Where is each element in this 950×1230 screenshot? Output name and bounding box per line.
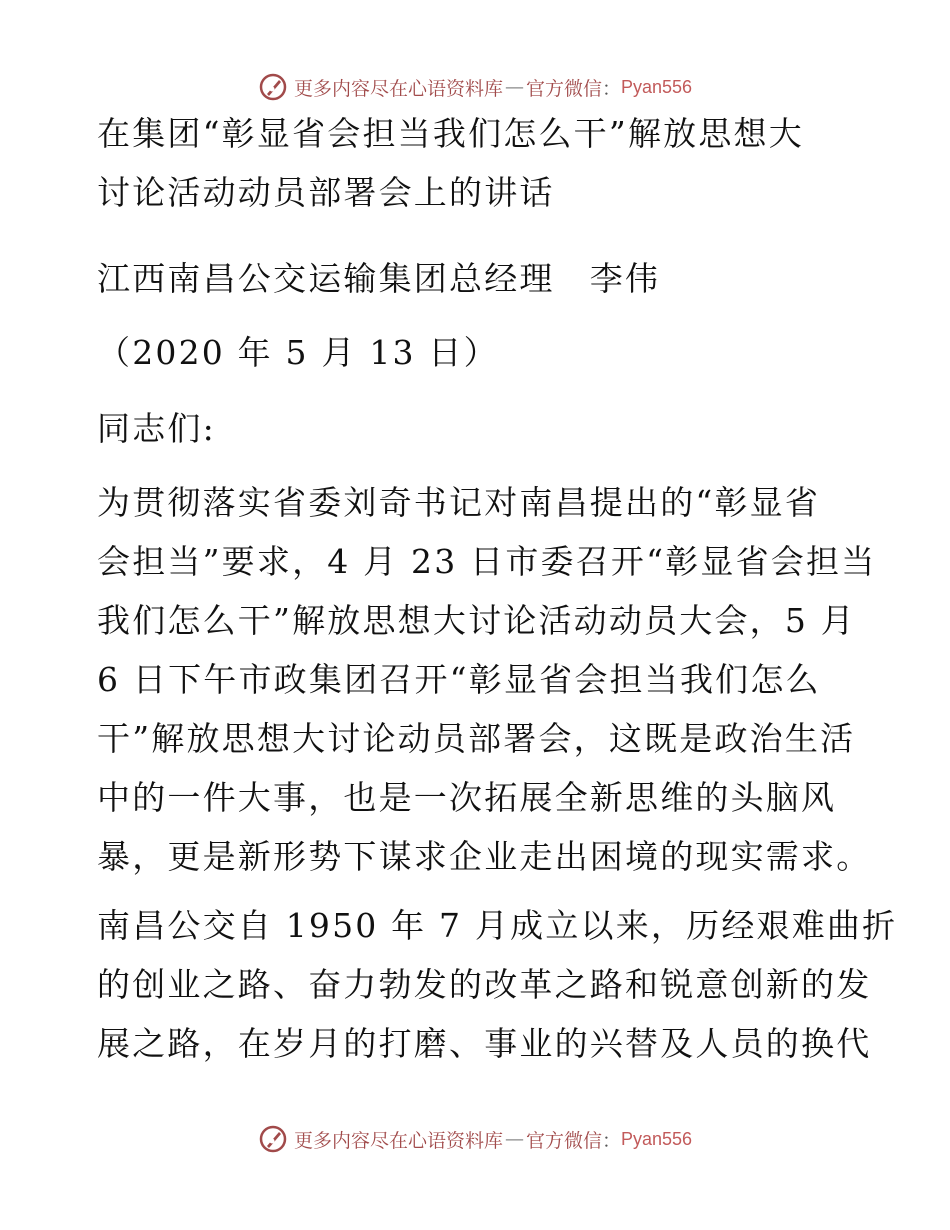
paragraph-line: 暴，更是新形势下谋求企业走出困境的现实需求。 (97, 837, 872, 876)
watermark-text: 更多内容尽在心语资料库 (293, 1129, 503, 1152)
author-line (97, 249, 857, 308)
paragraph-line: 中的一件大事，也是一次拓展全新思维的头脑风 (97, 778, 837, 817)
watermark-colon: ： (601, 77, 621, 100)
quill-logo-icon (258, 1124, 288, 1154)
paragraph-line: 6 日下午市政集团召开“彰显省会担当我们怎么 (97, 660, 821, 699)
quill-logo-icon (258, 72, 288, 102)
title-line: 讨论活动动员部署会上的讲话 (97, 173, 555, 212)
paragraph-line: 南昌公交自 1950 年 7 月成立以来，历经艰难曲折 (97, 906, 898, 945)
paragraph-line: 的创业之路、奋力勃发的改革之路和锐意创新的发 (97, 965, 872, 1004)
paragraph-2 (97, 896, 898, 1073)
document-title (97, 104, 857, 222)
watermark-colon: ： (601, 1129, 621, 1152)
watermark-text: 更多内容尽在心语资料库 (293, 77, 503, 100)
salutation-text: 同志们: (97, 409, 216, 448)
watermark-separator: — (504, 1128, 524, 1150)
paragraph-line: 展之路，在岁月的打磨、事业的兴替及人员的换代 (97, 1024, 872, 1063)
paragraph-line: 我们怎么干”解放思想大讨论活动动员大会，5 月 (97, 601, 856, 640)
title-line: 在集团“彰显省会担当我们怎么干”解放思想大 (97, 114, 804, 153)
watermark-banner-bottom (0, 1124, 950, 1154)
watermark-wechat-id: Pyan556 (620, 76, 693, 97)
watermark-separator: — (504, 76, 524, 98)
date-line (97, 323, 857, 382)
author-text: 江西南昌公交运输集团总经理 李伟 (97, 259, 661, 298)
watermark-wechat-label: 官方微信 (525, 1129, 602, 1152)
watermark-banner-top (0, 72, 950, 102)
paragraph-line: 干”解放思想大讨论动员部署会，这既是政治生活 (97, 719, 856, 758)
paragraph-line: 会担当”要求，4 月 23 日市委召开“彰显省会担当 (97, 542, 877, 581)
salutation (97, 399, 857, 458)
watermark-wechat-label: 官方微信 (525, 77, 602, 100)
paragraph-1 (97, 473, 877, 886)
paragraph-line: 为贯彻落实省委刘奇书记对南昌提出的“彰显省 (97, 483, 821, 522)
watermark-wechat-id: Pyan556 (620, 1128, 693, 1149)
date-text: （2020 年 5 月 13 日） (97, 333, 499, 372)
